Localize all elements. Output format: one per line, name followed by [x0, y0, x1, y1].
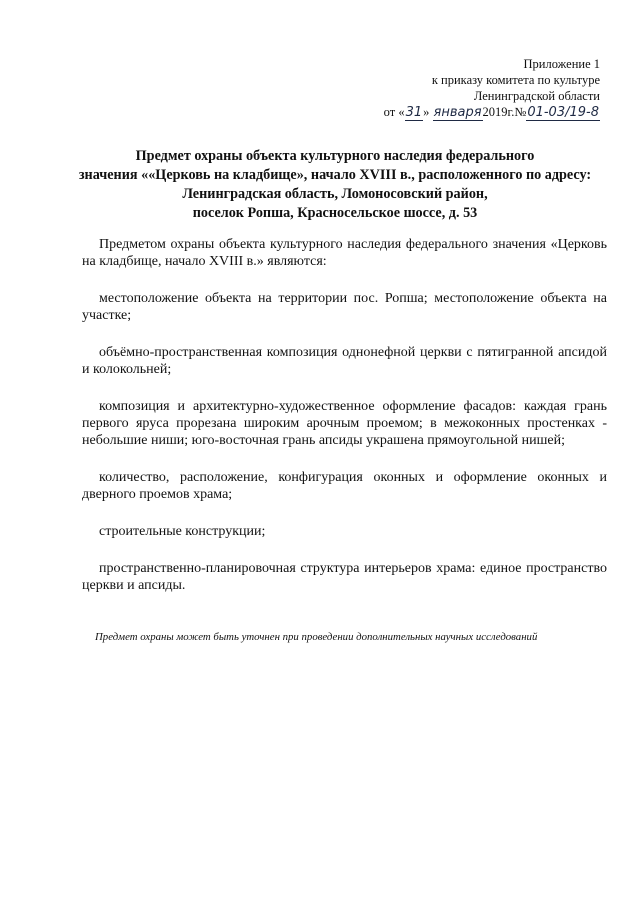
order-prefix: от «: [383, 105, 405, 119]
order-year: 2019г.№: [482, 105, 527, 119]
intro-paragraph: Предметом охраны объекта культурного наследия федерального значения «Церковь на кладбище, начало XVIII в.» являются:: [82, 237, 607, 269]
title-line-2: значения ««Церковь на кладбище», начало XVIII в., расположенного по адресу:: [78, 167, 592, 183]
title-line-1: Предмет охраны объекта культурного наследия федерального: [135, 148, 535, 164]
location-paragraph: местоположение объекта на территории пос. Ропша; местоположение объекта на участке;: [82, 291, 607, 323]
openings-paragraph: количество, расположение, конфигурация оконных и оформление оконных и дверного проемов храма;: [82, 470, 607, 502]
title-line-3: Ленинградская область, Ломоносовский район,: [182, 186, 488, 202]
structures-paragraph: строительные конструкции;: [99, 524, 266, 539]
footnote: Предмет охраны может быть уточнен при проведении дополнительных научных исследований: [95, 631, 538, 643]
issuing-body: Ленинградской области: [473, 89, 600, 103]
interior-paragraph: пространственно-планировочная структура интерьеров храма: единое пространство церкви и апсиды.: [82, 561, 607, 593]
composition-paragraph: объёмно-пространственная композиция однонефной церкви с пятигранной апсидой и колокольней;: [82, 345, 607, 377]
order-reference: к приказу комитета по культуре: [431, 73, 600, 87]
document-title: [70, 147, 600, 223]
order-separator: »: [423, 105, 433, 119]
title-line-4: поселок Ропша, Красносельское шоссе, д. 53: [192, 205, 478, 221]
document-body: [82, 236, 607, 614]
handwritten-order-number: 01-03/19-8: [527, 105, 599, 120]
document-header: [0, 56, 600, 121]
order-date-number: [0, 104, 600, 121]
facade-paragraph: композиция и архитектурно-художественное оформление фасадов: каждая грань первого яруса прорезана широким арочным проемом; в межоконных простенках - небольшие ниши; юго-восточная грань апсиды украшена прямоугольной нишей;: [82, 399, 607, 448]
handwritten-day: 31: [405, 105, 423, 120]
handwritten-month: января: [433, 105, 482, 120]
appendix-label: Приложение 1: [523, 57, 600, 71]
